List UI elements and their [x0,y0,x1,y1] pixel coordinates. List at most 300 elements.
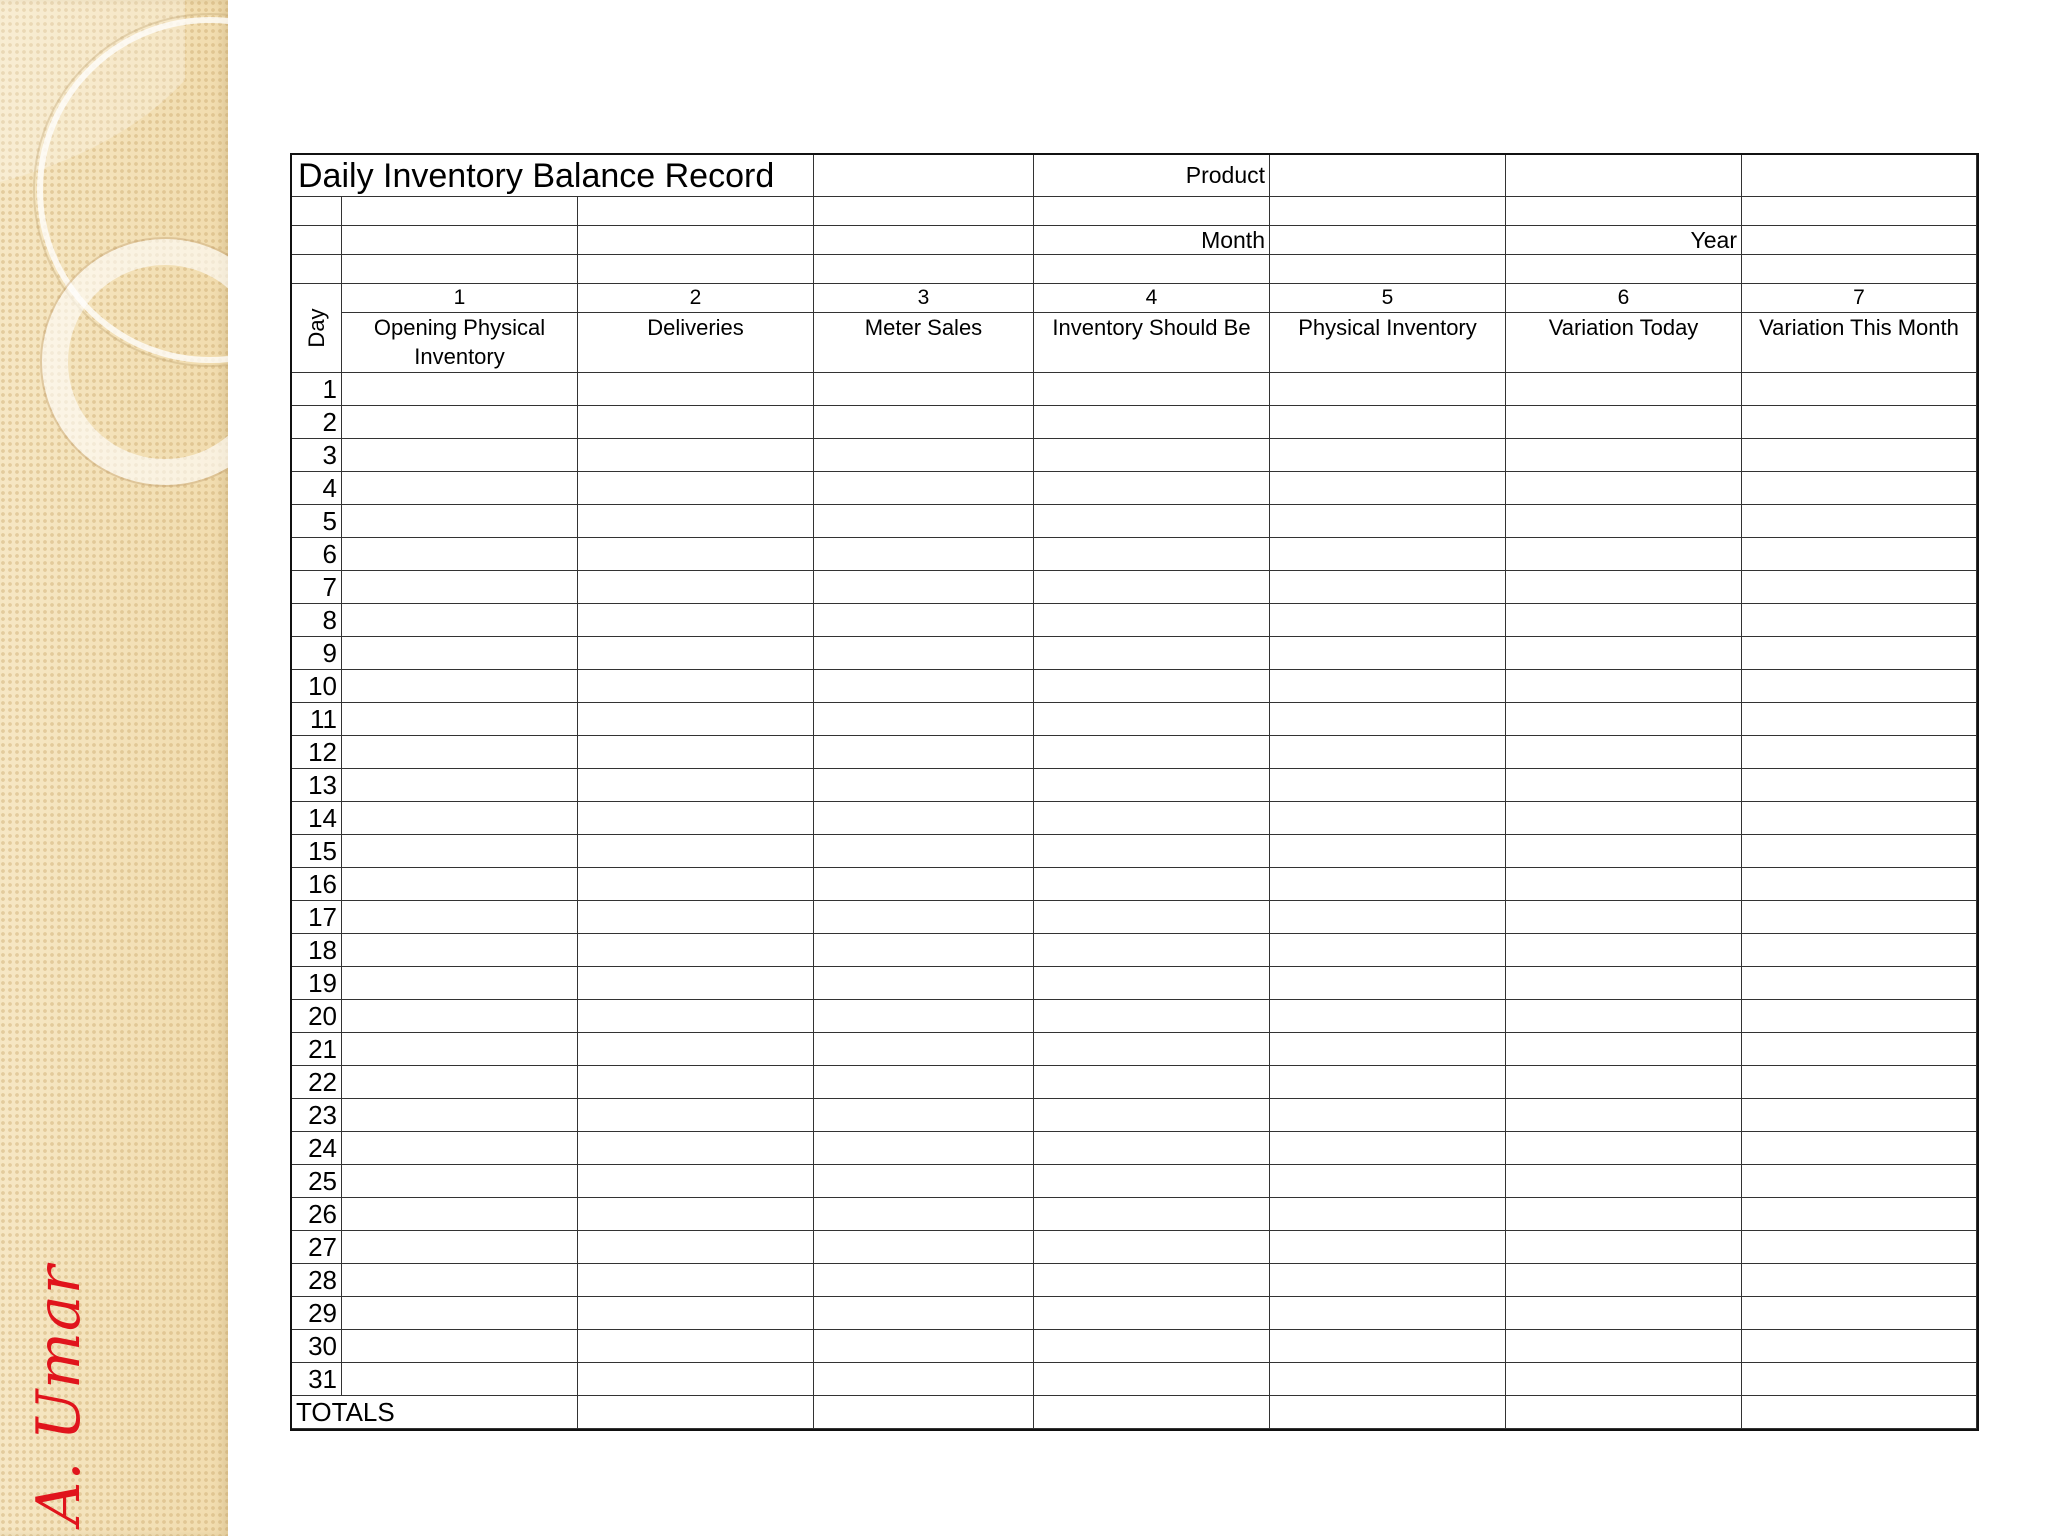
entry-cell[interactable] [1506,472,1742,505]
entry-cell[interactable] [578,703,814,736]
totals-label: TOTALS [292,1396,578,1429]
column-number-3: 3 [814,284,1034,313]
entry-cell[interactable] [1034,901,1270,934]
entry-cell[interactable] [578,571,814,604]
column-header-1: Opening Physical Inventory [342,313,578,373]
entry-cell[interactable] [1034,934,1270,967]
blank-cell [814,197,1034,226]
entry-cell[interactable] [1270,1330,1506,1363]
entry-cell[interactable] [1506,571,1742,604]
month-field[interactable] [1270,226,1506,255]
blank-cell [814,226,1034,255]
entry-cell[interactable] [1506,835,1742,868]
entry-cell[interactable] [814,406,1034,439]
entry-cell[interactable] [342,703,578,736]
entry-cell[interactable] [1742,1165,1977,1198]
blank-cell [814,255,1034,284]
product-label: Product [1034,155,1270,197]
entry-cell[interactable] [1034,373,1270,406]
entry-cell[interactable] [1742,769,1977,802]
entry-cell[interactable] [1506,373,1742,406]
entry-cell[interactable] [578,1132,814,1165]
entry-cell[interactable] [1506,406,1742,439]
blank-cell [578,226,814,255]
blank-cell [1742,255,1977,284]
entry-cell[interactable] [1742,835,1977,868]
entry-cell[interactable] [1270,670,1506,703]
entry-cell[interactable] [1742,571,1977,604]
day-number: 13 [292,769,342,802]
entry-cell[interactable] [342,802,578,835]
entry-cell[interactable] [1506,538,1742,571]
day-number: 9 [292,637,342,670]
entry-cell[interactable] [1270,934,1506,967]
blank-cell [292,197,342,226]
totals-cell[interactable] [1506,1396,1742,1429]
column-header-2: Deliveries [578,313,814,373]
entry-cell[interactable] [1270,769,1506,802]
entry-cell[interactable] [814,1231,1034,1264]
entry-cell[interactable] [1506,934,1742,967]
entry-cell[interactable] [1506,1099,1742,1132]
entry-cell[interactable] [1034,1165,1270,1198]
column-number-7: 7 [1742,284,1977,313]
entry-cell[interactable] [1270,1363,1506,1396]
entry-cell[interactable] [1270,1198,1506,1231]
year-label: Year [1506,226,1742,255]
entry-cell[interactable] [1034,1330,1270,1363]
entry-cell[interactable] [342,1000,578,1033]
day-number: 31 [292,1363,342,1396]
entry-cell[interactable] [814,1264,1034,1297]
entry-cell[interactable] [342,1099,578,1132]
entry-cell[interactable] [814,637,1034,670]
column-number-4: 4 [1034,284,1270,313]
entry-cell[interactable] [1506,1000,1742,1033]
blank-cell [1034,197,1270,226]
entry-cell[interactable] [1506,1132,1742,1165]
entry-cell[interactable] [1506,967,1742,1000]
entry-cell[interactable] [1270,637,1506,670]
entry-cell[interactable] [814,1165,1034,1198]
entry-cell[interactable] [1034,1363,1270,1396]
entry-cell[interactable] [814,901,1034,934]
entry-cell[interactable] [578,1363,814,1396]
entry-cell[interactable] [1506,868,1742,901]
entry-cell[interactable] [1270,1297,1506,1330]
entry-cell[interactable] [578,1198,814,1231]
entry-cell[interactable] [342,967,578,1000]
day-number: 26 [292,1198,342,1231]
entry-cell[interactable] [1506,1033,1742,1066]
entry-cell[interactable] [1270,373,1506,406]
entry-cell[interactable] [578,670,814,703]
entry-cell[interactable] [1034,538,1270,571]
column-header-5: Physical Inventory [1270,313,1506,373]
entry-cell[interactable] [814,1363,1034,1396]
day-number: 28 [292,1264,342,1297]
day-number: 19 [292,967,342,1000]
totals-cell[interactable] [578,1396,814,1429]
entry-cell[interactable] [1034,604,1270,637]
entry-cell[interactable] [1034,1066,1270,1099]
entry-cell[interactable] [814,868,1034,901]
blank-cell [1742,197,1977,226]
blank-cell [1506,255,1742,284]
entry-cell[interactable] [1506,1165,1742,1198]
entry-cell[interactable] [578,802,814,835]
entry-cell[interactable] [342,604,578,637]
entry-cell[interactable] [1034,802,1270,835]
entry-cell[interactable] [814,1132,1034,1165]
blank-cell [578,197,814,226]
entry-cell[interactable] [578,736,814,769]
entry-cell[interactable] [814,802,1034,835]
entry-cell[interactable] [1742,1264,1977,1297]
column-number-5: 5 [1270,284,1506,313]
entry-cell[interactable] [1034,1000,1270,1033]
entry-cell[interactable] [1742,538,1977,571]
entry-cell[interactable] [342,1330,578,1363]
entry-cell[interactable] [1034,868,1270,901]
entry-cell[interactable] [1270,571,1506,604]
year-field[interactable] [1742,226,1977,255]
entry-cell[interactable] [1270,1099,1506,1132]
entry-cell[interactable] [1270,835,1506,868]
entry-cell[interactable] [1742,736,1977,769]
day-number: 16 [292,868,342,901]
day-number: 20 [292,1000,342,1033]
entry-cell[interactable] [342,1231,578,1264]
day-column-header [292,284,342,373]
entry-cell[interactable] [1742,406,1977,439]
entry-cell[interactable] [1506,736,1742,769]
day-number: 12 [292,736,342,769]
entry-cell[interactable] [342,1363,578,1396]
entry-cell[interactable] [1270,1066,1506,1099]
day-number: 17 [292,901,342,934]
day-number: 30 [292,1330,342,1363]
entry-cell[interactable] [1506,901,1742,934]
day-number: 4 [292,472,342,505]
blank-cell [342,255,578,284]
entry-cell[interactable] [578,901,814,934]
entry-cell[interactable] [1034,1264,1270,1297]
entry-cell[interactable] [342,439,578,472]
entry-cell[interactable] [578,1330,814,1363]
entry-cell[interactable] [814,967,1034,1000]
entry-cell[interactable] [578,1297,814,1330]
entry-cell[interactable] [814,373,1034,406]
day-number: 23 [292,1099,342,1132]
entry-cell[interactable] [814,934,1034,967]
entry-cell[interactable] [814,1198,1034,1231]
entry-cell[interactable] [342,769,578,802]
totals-cell[interactable] [1742,1396,1977,1429]
entry-cell[interactable] [1034,835,1270,868]
entry-cell[interactable] [342,868,578,901]
entry-cell[interactable] [1270,604,1506,637]
day-number: 8 [292,604,342,637]
product-field-3[interactable] [1742,155,1977,197]
entry-cell[interactable] [1034,406,1270,439]
inventory-form-grid [290,153,1979,1431]
entry-cell[interactable] [814,703,1034,736]
entry-cell[interactable] [578,835,814,868]
entry-cell[interactable] [1742,1132,1977,1165]
day-number: 6 [292,538,342,571]
entry-cell[interactable] [578,1099,814,1132]
entry-cell[interactable] [1034,670,1270,703]
entry-cell[interactable] [578,505,814,538]
blank-cell [1034,255,1270,284]
entry-cell[interactable] [814,604,1034,637]
entry-cell[interactable] [578,934,814,967]
entry-cell[interactable] [814,670,1034,703]
entry-cell[interactable] [1742,1033,1977,1066]
entry-cell[interactable] [342,901,578,934]
day-number: 22 [292,1066,342,1099]
product-field-2[interactable] [1506,155,1742,197]
column-header-3: Meter Sales [814,313,1034,373]
author-signature: A. Umar [24,1264,94,1525]
day-number: 11 [292,703,342,736]
column-header-6: Variation Today [1506,313,1742,373]
entry-cell[interactable] [1506,1231,1742,1264]
entry-cell[interactable] [1506,802,1742,835]
entry-cell[interactable] [814,1330,1034,1363]
entry-cell[interactable] [1034,1132,1270,1165]
blank-cell [1270,255,1506,284]
entry-cell[interactable] [1506,604,1742,637]
entry-cell[interactable] [342,835,578,868]
entry-cell[interactable] [1742,703,1977,736]
entry-cell[interactable] [1506,637,1742,670]
entry-cell[interactable] [1034,1033,1270,1066]
entry-cell[interactable] [342,1033,578,1066]
entry-cell[interactable] [1506,439,1742,472]
entry-cell[interactable] [1034,1297,1270,1330]
entry-cell[interactable] [1034,1099,1270,1132]
entry-cell[interactable] [814,472,1034,505]
product-field[interactable] [1270,155,1506,197]
day-number: 24 [292,1132,342,1165]
entry-cell[interactable] [1742,934,1977,967]
entry-cell[interactable] [1506,1264,1742,1297]
day-number: 21 [292,1033,342,1066]
day-number: 18 [292,934,342,967]
entry-cell[interactable] [1742,1330,1977,1363]
entry-cell[interactable] [1506,670,1742,703]
blank-cell[interactable] [814,155,1034,197]
entry-cell[interactable] [342,670,578,703]
entry-cell[interactable] [578,769,814,802]
entry-cell[interactable] [1270,538,1506,571]
entry-cell[interactable] [1742,1363,1977,1396]
entry-cell[interactable] [1506,1297,1742,1330]
entry-cell[interactable] [1270,406,1506,439]
entry-cell[interactable] [578,1231,814,1264]
entry-cell[interactable] [578,1264,814,1297]
entry-cell[interactable] [814,1297,1034,1330]
entry-cell[interactable] [578,538,814,571]
entry-cell[interactable] [342,1264,578,1297]
blank-cell [292,226,342,255]
entry-cell[interactable] [1506,505,1742,538]
entry-cell[interactable] [1270,868,1506,901]
day-number: 25 [292,1165,342,1198]
totals-cell[interactable] [1270,1396,1506,1429]
entry-cell[interactable] [342,538,578,571]
entry-cell[interactable] [814,835,1034,868]
entry-cell[interactable] [1506,1363,1742,1396]
entry-cell[interactable] [578,472,814,505]
entry-cell[interactable] [814,769,1034,802]
entry-cell[interactable] [342,736,578,769]
entry-cell[interactable] [1270,901,1506,934]
entry-cell[interactable] [342,1165,578,1198]
entry-cell[interactable] [578,637,814,670]
entry-cell[interactable] [578,1066,814,1099]
entry-cell[interactable] [1270,1264,1506,1297]
entry-cell[interactable] [1742,1066,1977,1099]
entry-cell[interactable] [1034,439,1270,472]
entry-cell[interactable] [578,868,814,901]
blank-cell [1270,197,1506,226]
entry-cell[interactable] [814,538,1034,571]
entry-cell[interactable] [1034,769,1270,802]
entry-cell[interactable] [1742,373,1977,406]
entry-cell[interactable] [1034,967,1270,1000]
entry-cell[interactable] [1742,967,1977,1000]
entry-cell[interactable] [814,505,1034,538]
entry-cell[interactable] [1506,703,1742,736]
day-number: 3 [292,439,342,472]
blank-cell [292,255,342,284]
day-label: Day [303,308,329,348]
day-number: 15 [292,835,342,868]
entry-cell[interactable] [342,1198,578,1231]
day-number: 7 [292,571,342,604]
decorative-side-panel [0,0,228,1536]
day-number: 2 [292,406,342,439]
entry-cell[interactable] [1742,472,1977,505]
entry-cell[interactable] [1270,1231,1506,1264]
entry-cell[interactable] [814,1000,1034,1033]
entry-cell[interactable] [1034,736,1270,769]
entry-cell[interactable] [1742,604,1977,637]
entry-cell[interactable] [342,934,578,967]
entry-cell[interactable] [342,505,578,538]
entry-cell[interactable] [1506,1330,1742,1363]
entry-cell[interactable] [578,1000,814,1033]
entry-cell[interactable] [342,472,578,505]
entry-cell[interactable] [1742,1231,1977,1264]
entry-cell[interactable] [1742,901,1977,934]
entry-cell[interactable] [578,604,814,637]
entry-cell[interactable] [814,736,1034,769]
entry-cell[interactable] [1034,472,1270,505]
entry-cell[interactable] [342,373,578,406]
entry-cell[interactable] [1034,571,1270,604]
entry-cell[interactable] [1270,1033,1506,1066]
entry-cell[interactable] [1270,1132,1506,1165]
entry-cell[interactable] [1034,1198,1270,1231]
decorative-rings [0,0,228,520]
entry-cell[interactable] [578,373,814,406]
totals-cell[interactable] [1034,1396,1270,1429]
entry-cell[interactable] [814,1033,1034,1066]
entry-cell[interactable] [578,439,814,472]
entry-cell[interactable] [342,406,578,439]
entry-cell[interactable] [1742,868,1977,901]
day-number: 27 [292,1231,342,1264]
entry-cell[interactable] [1034,505,1270,538]
entry-cell[interactable] [1506,1066,1742,1099]
entry-cell[interactable] [1742,1000,1977,1033]
entry-cell[interactable] [814,571,1034,604]
column-number-1: 1 [342,284,578,313]
entry-cell[interactable] [1742,1198,1977,1231]
entry-cell[interactable] [1506,769,1742,802]
month-label: Month [1034,226,1270,255]
entry-cell[interactable] [814,439,1034,472]
entry-cell[interactable] [814,1066,1034,1099]
day-number: 1 [292,373,342,406]
entry-cell[interactable] [1270,1000,1506,1033]
entry-cell[interactable] [342,1297,578,1330]
blank-cell [578,255,814,284]
entry-cell[interactable] [1742,439,1977,472]
column-number-6: 6 [1506,284,1742,313]
entry-cell[interactable] [1270,802,1506,835]
entry-cell[interactable] [1270,703,1506,736]
totals-cell[interactable] [814,1396,1034,1429]
entry-cell[interactable] [1742,802,1977,835]
entry-cell[interactable] [1742,505,1977,538]
entry-cell[interactable] [1270,439,1506,472]
entry-cell[interactable] [1742,670,1977,703]
entry-cell[interactable] [1270,505,1506,538]
form-title: Daily Inventory Balance Record [292,155,814,197]
day-number: 29 [292,1297,342,1330]
entry-cell[interactable] [1270,472,1506,505]
entry-cell[interactable] [342,637,578,670]
entry-cell[interactable] [1034,637,1270,670]
blank-cell [342,226,578,255]
entry-cell[interactable] [1034,703,1270,736]
entry-cell[interactable] [342,1066,578,1099]
entry-cell[interactable] [1742,637,1977,670]
day-number: 5 [292,505,342,538]
entry-cell[interactable] [1742,1099,1977,1132]
entry-cell[interactable] [342,1132,578,1165]
entry-cell[interactable] [578,967,814,1000]
entry-cell[interactable] [1034,1231,1270,1264]
column-number-2: 2 [578,284,814,313]
entry-cell[interactable] [1270,736,1506,769]
entry-cell[interactable] [814,1099,1034,1132]
day-number: 14 [292,802,342,835]
entry-cell[interactable] [578,1165,814,1198]
entry-cell[interactable] [578,1033,814,1066]
entry-cell[interactable] [342,571,578,604]
entry-cell[interactable] [578,406,814,439]
entry-cell[interactable] [1270,1165,1506,1198]
entry-cell[interactable] [1506,1198,1742,1231]
entry-cell[interactable] [1270,967,1506,1000]
entry-cell[interactable] [1742,1297,1977,1330]
